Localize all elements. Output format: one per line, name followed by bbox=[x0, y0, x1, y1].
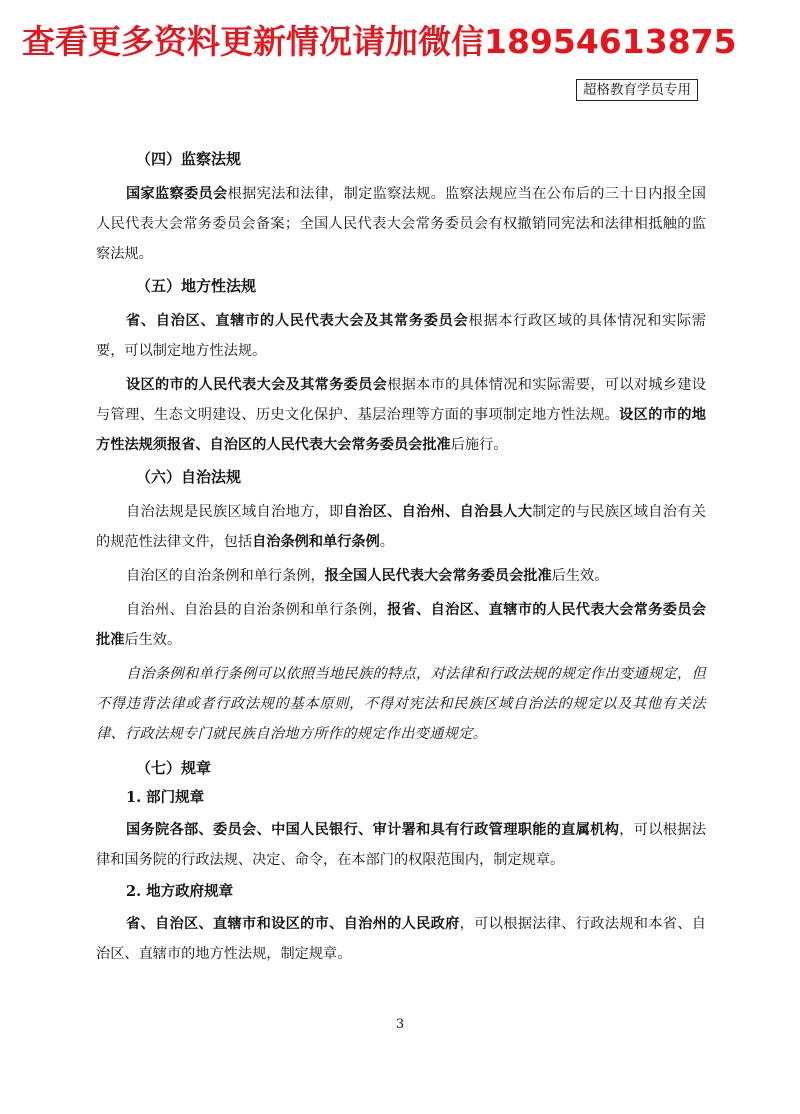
section-heading-autonomous-regulations: （六）自治法规 bbox=[136, 468, 242, 486]
bold-term: 省、自治区、直辖市的人民代表大会及其常务委员会 bbox=[126, 313, 469, 329]
text-run: 自治州、自治县的自治条例和单行条例， bbox=[126, 602, 388, 618]
text-run: 根据本行政区域的具体情况和实际需要，可以制定地方性法规。 bbox=[96, 313, 706, 359]
bold-term: 自治条例和单行条例 bbox=[252, 534, 380, 550]
text-run: 后生效。 bbox=[551, 568, 609, 584]
paragraph bbox=[96, 561, 706, 591]
student-use-tag: 超格教育学员专用 bbox=[576, 79, 698, 101]
paragraph bbox=[96, 306, 706, 366]
text-run: 自治区的自治条例和单行条例， bbox=[126, 568, 325, 584]
text-run: 自治法规是民族区域自治地方，即 bbox=[126, 504, 344, 520]
text-run: 后生效。 bbox=[124, 632, 182, 648]
paragraph bbox=[96, 179, 706, 269]
bold-term: 设区的市的人民代表大会及其常务委员会 bbox=[126, 377, 388, 393]
text-run: 自治条例和单行条例可以依照当地民族的特点，对法律和行政法规的规定作出变通规定，但不得违背法律或者行政法规的基本原则，不得对宪法和民族区域自治法的规定以及其他有关法律、行政法规专门就民族自治地方所作的规定作出变通规定。 bbox=[96, 666, 706, 742]
bold-term: 自治区、自治州、自治县人大 bbox=[343, 504, 533, 520]
paragraph bbox=[96, 497, 706, 557]
section-heading-rules: （七）规章 bbox=[136, 759, 212, 777]
bold-term: 设区的市的地方性法规须报省、自治区的人民代表大会常务委员会批准 bbox=[96, 407, 706, 453]
bold-term: 省、自治区、直辖市和设区的市、自治州的人民政府 bbox=[126, 916, 460, 932]
paragraph bbox=[96, 595, 706, 655]
text-run: 后施行。 bbox=[450, 437, 508, 453]
bold-term: 报省、自治区、直辖市的人民代表大会常务委员会批准 bbox=[96, 602, 706, 648]
subheading-local-government-rules: 2. 地方政府规章 bbox=[126, 883, 234, 900]
text-run: 根据本市的具体情况和实际需要，可以对城乡建设与管理、生态文明建设、历史文化保护、基层治理等方面的事项制定地方性法规。 bbox=[96, 377, 706, 423]
bold-term: 国务院各部、委员会、中国人民银行、审计署和具有行政管理职能的直属机构 bbox=[126, 822, 620, 838]
subheading-department-rules: 1. 部门规章 bbox=[126, 789, 205, 806]
text-run: 制定的与民族区域自治有关的规范性法律文件，包括 bbox=[96, 504, 706, 550]
bold-term: 国家监察委员会 bbox=[126, 186, 228, 202]
section-heading-local-regulations: （五）地方性法规 bbox=[136, 277, 257, 295]
text-run: ，可以根据法律、行政法规和本省、自治区、直辖市的地方性法规，制定规章。 bbox=[96, 916, 706, 962]
paragraph bbox=[96, 370, 706, 460]
paragraph bbox=[96, 909, 706, 969]
bold-term: 报全国人民代表大会常务委员会批准 bbox=[324, 568, 552, 584]
text-run: ，可以根据法律和国务院的行政法规、决定、命令，在本部门的权限范围内，制定规章。 bbox=[96, 822, 706, 868]
watermark-banner: 查看更多资料更新情况请加微信18954613875 bbox=[22, 22, 737, 61]
document-body bbox=[96, 148, 706, 969]
text-run: 。 bbox=[379, 534, 394, 550]
text-run: 根据宪法和法律，制定监察法规。监察法规应当在公布后的三十日内报全国人民代表大会常务委员会备案；全国人民代表大会常务委员会有权撤销同宪法和法律相抵触的监察法规。 bbox=[96, 186, 706, 262]
paragraph bbox=[96, 815, 706, 875]
paragraph-italic bbox=[96, 659, 706, 749]
page-number: 3 bbox=[395, 1017, 405, 1032]
section-heading-supervision-regulations: （四）监察法规 bbox=[136, 150, 242, 168]
